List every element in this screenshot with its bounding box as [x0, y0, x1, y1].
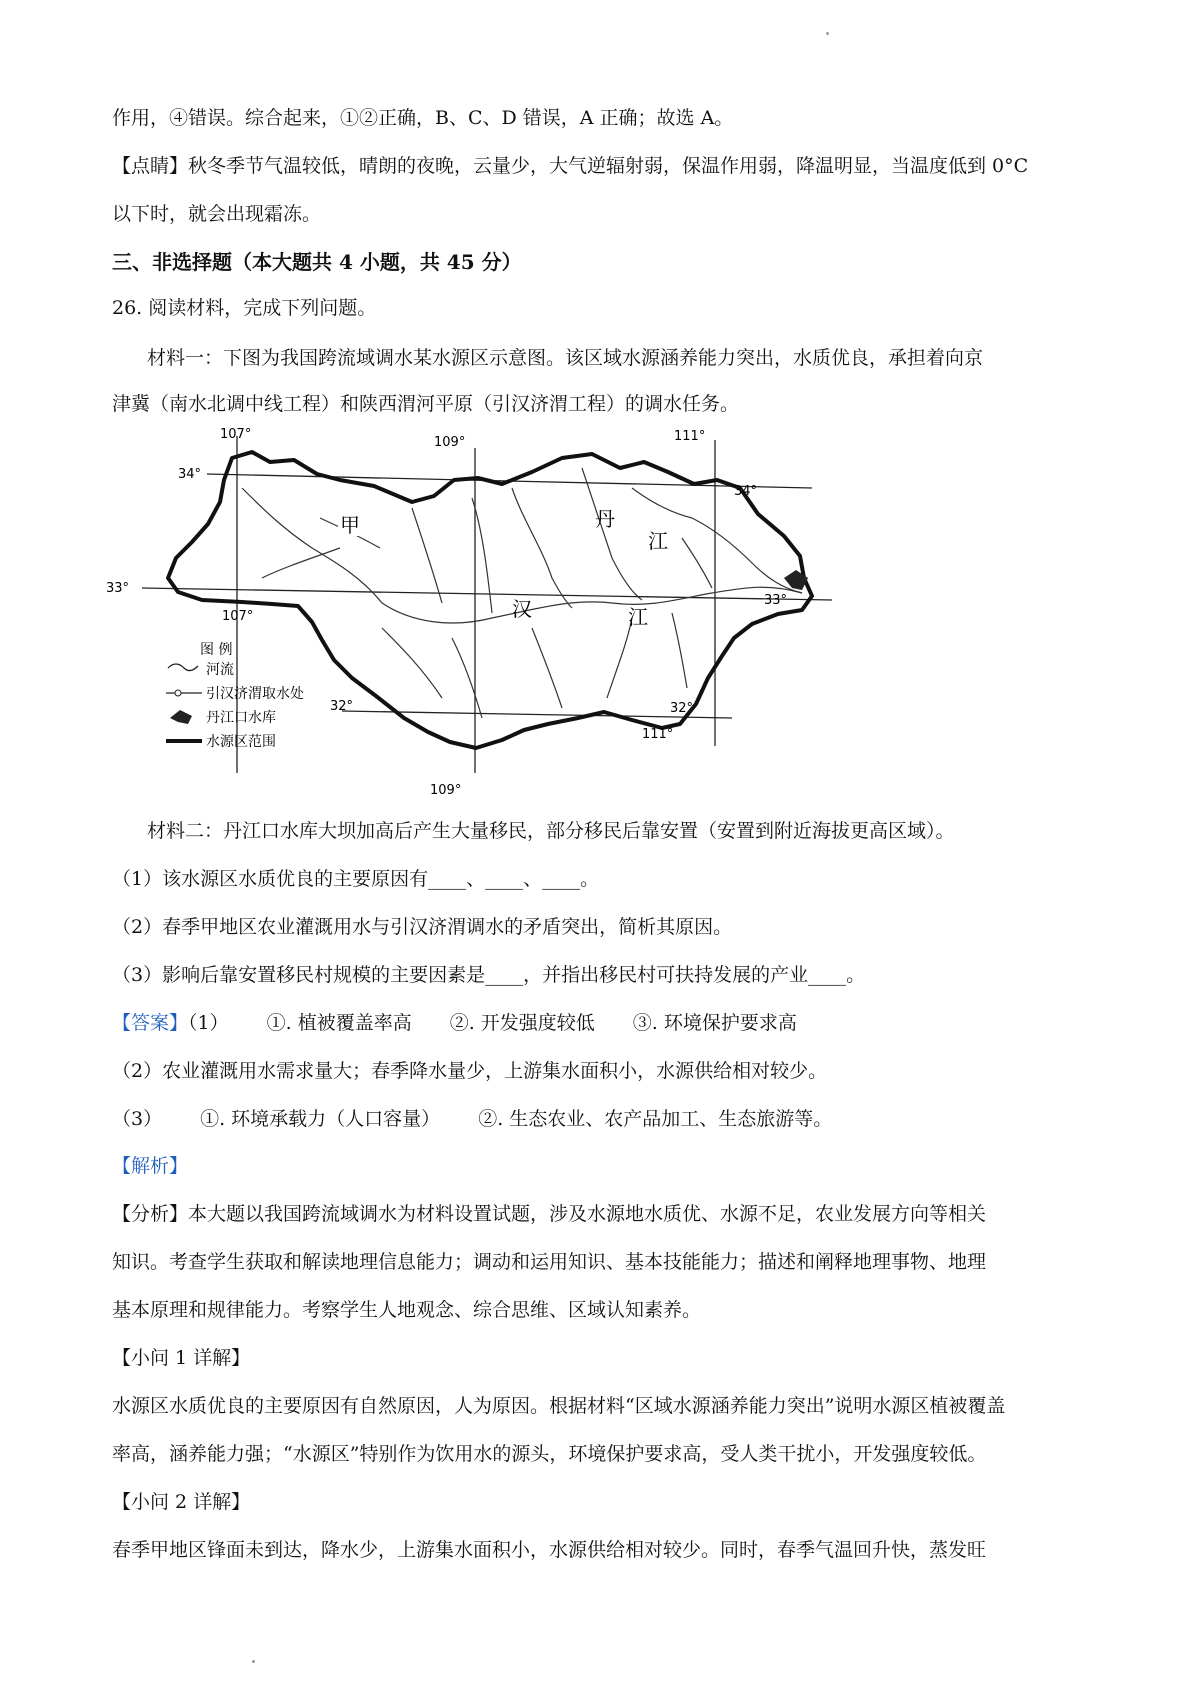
answer-3-a: ①. 环境承载力（人口容量）	[200, 1108, 441, 1130]
sub-question-2: （2）春季甲地区农业灌溉用水与引汉济渭调水的矛盾突出，简析其原因。	[112, 916, 733, 938]
answer-line-2: （2）农业灌溉用水需求量大；春季降水量少，上游集水面积小，水源供给相对较少。	[112, 1060, 828, 1082]
sub-q2-heading: 【小问 2 详解】	[112, 1491, 251, 1513]
analysis-line-3: 基本原理和规律能力。考察学生人地观念、综合思维、区域认知素养。	[112, 1299, 702, 1321]
legend-intake-label: 引汉济渭取水处	[206, 686, 304, 702]
label-han: 汉	[512, 597, 532, 621]
water-source-area-map	[106, 427, 852, 800]
lon-109-top: 109°	[434, 435, 466, 450]
scan-dot	[252, 1660, 255, 1663]
analysis-line-1: 【分析】本大题以我国跨流域调水为材料设置试题，涉及水源地水质优、水源不足，农业发展方向等相关	[112, 1203, 987, 1225]
scan-dot	[826, 32, 829, 35]
label-jiang-2: 江	[628, 605, 648, 629]
lon-107-bottom: 107°	[222, 609, 254, 624]
answer-line-1	[112, 1008, 797, 1035]
jiexi-tag: 【解析】	[112, 1155, 189, 1177]
prev-answer-line: 作用，④错误。综合起来，①②正确，B、C、D 错误，A 正确；故选 A。	[112, 107, 734, 129]
material-1-line-1: 材料一：下图为我国跨流域调水某水源区示意图。该区域水源涵养能力突出，水质优良，承担着向京	[147, 347, 984, 369]
lon-107-top: 107°	[220, 427, 252, 442]
lat-32-left: 32°	[330, 699, 354, 714]
answer-3-b: ②. 生态农业、农产品加工、生态旅游等。	[478, 1108, 833, 1130]
lat-34-left: 34°	[178, 467, 202, 482]
dianjing-line-1: 【点睛】秋冬季节气温较低，晴朗的夜晚，云量少，大气逆辐射弱，保温作用弱，降温明显，当温度低到 0°C	[112, 155, 1029, 177]
dianjing-line-2: 以下时，就会出现霜冻。	[112, 203, 322, 225]
lon-111-top: 111°	[674, 429, 706, 444]
legend-title: 图 例	[200, 642, 233, 658]
analysis-line-2: 知识。考查学生获取和解读地理信息能力；调动和运用知识、基本技能能力；描述和阐释地理事物、地理	[112, 1251, 987, 1273]
legend-river-symbol	[168, 664, 198, 671]
answer-tag: 【答案】	[112, 1012, 189, 1034]
answer-3-number: （3）	[112, 1108, 163, 1130]
sub-q1-heading: 【小问 1 详解】	[112, 1347, 251, 1369]
legend-river-label: 河流	[206, 662, 234, 678]
legend-boundary-label: 水源区范围	[206, 734, 276, 750]
lat-33-left: 33°	[106, 581, 130, 596]
lon-109-bottom: 109°	[430, 783, 462, 798]
sub-q1-detail-1: 水源区水质优良的主要原因有自然原因，人为原因。根据材料“区域水源涵养能力突出”说明水源区植被覆盖	[112, 1395, 1006, 1417]
rivers	[242, 468, 802, 718]
lon-111-bottom: 111°	[642, 727, 674, 742]
material-1-line-2: 津冀（南水北调中线工程）和陕西渭河平原（引汉济渭工程）的调水任务。	[112, 393, 740, 415]
answer-1-b: ②. 开发强度较低	[449, 1012, 595, 1034]
label-dan: 丹	[595, 507, 615, 531]
sub-q2-detail-1: 春季甲地区锋面未到达，降水少，上游集水面积小，水源供给相对较少。同时，春季气温回升快，蒸发旺	[112, 1539, 987, 1561]
answer-1-a: ①. 植被覆盖率高	[266, 1012, 412, 1034]
label-jiang-1: 江	[648, 529, 668, 553]
lat-33-right: 33°	[764, 593, 788, 608]
material-2: 材料二：丹江口水库大坝加高后产生大量移民，部分移民后靠安置（安置到附近海拔更高区域）。	[147, 820, 955, 842]
map-legend	[166, 642, 304, 750]
section-heading: 三、非选择题（本大题共 4 小题，共 45 分）	[112, 250, 522, 274]
label-jia: 甲	[340, 513, 360, 537]
answer-1-number: （1）	[188, 1012, 229, 1034]
answer-line-3	[112, 1104, 832, 1131]
sub-question-1: （1）该水源区水质优良的主要原因有____、____、____。	[112, 868, 600, 890]
legend-reservoir-label: 丹江口水库	[206, 710, 276, 726]
lat-34-right: 34°	[734, 484, 758, 499]
answer-1-c: ③. 环境保护要求高	[632, 1012, 797, 1034]
question-26: 26. 阅读材料，完成下列问题。	[112, 297, 377, 319]
lat-32-right: 32°	[670, 701, 694, 716]
legend-reservoir-symbol	[170, 710, 192, 724]
sub-question-3: （3）影响后靠安置移民村规模的主要因素是____，并指出移民村可扶持发展的产业____。	[112, 964, 866, 986]
sub-q1-detail-2: 率高，涵养能力强；“水源区”特别作为饮用水的源头，环境保护要求高，受人类干扰小，开发强度较低。	[112, 1443, 987, 1465]
